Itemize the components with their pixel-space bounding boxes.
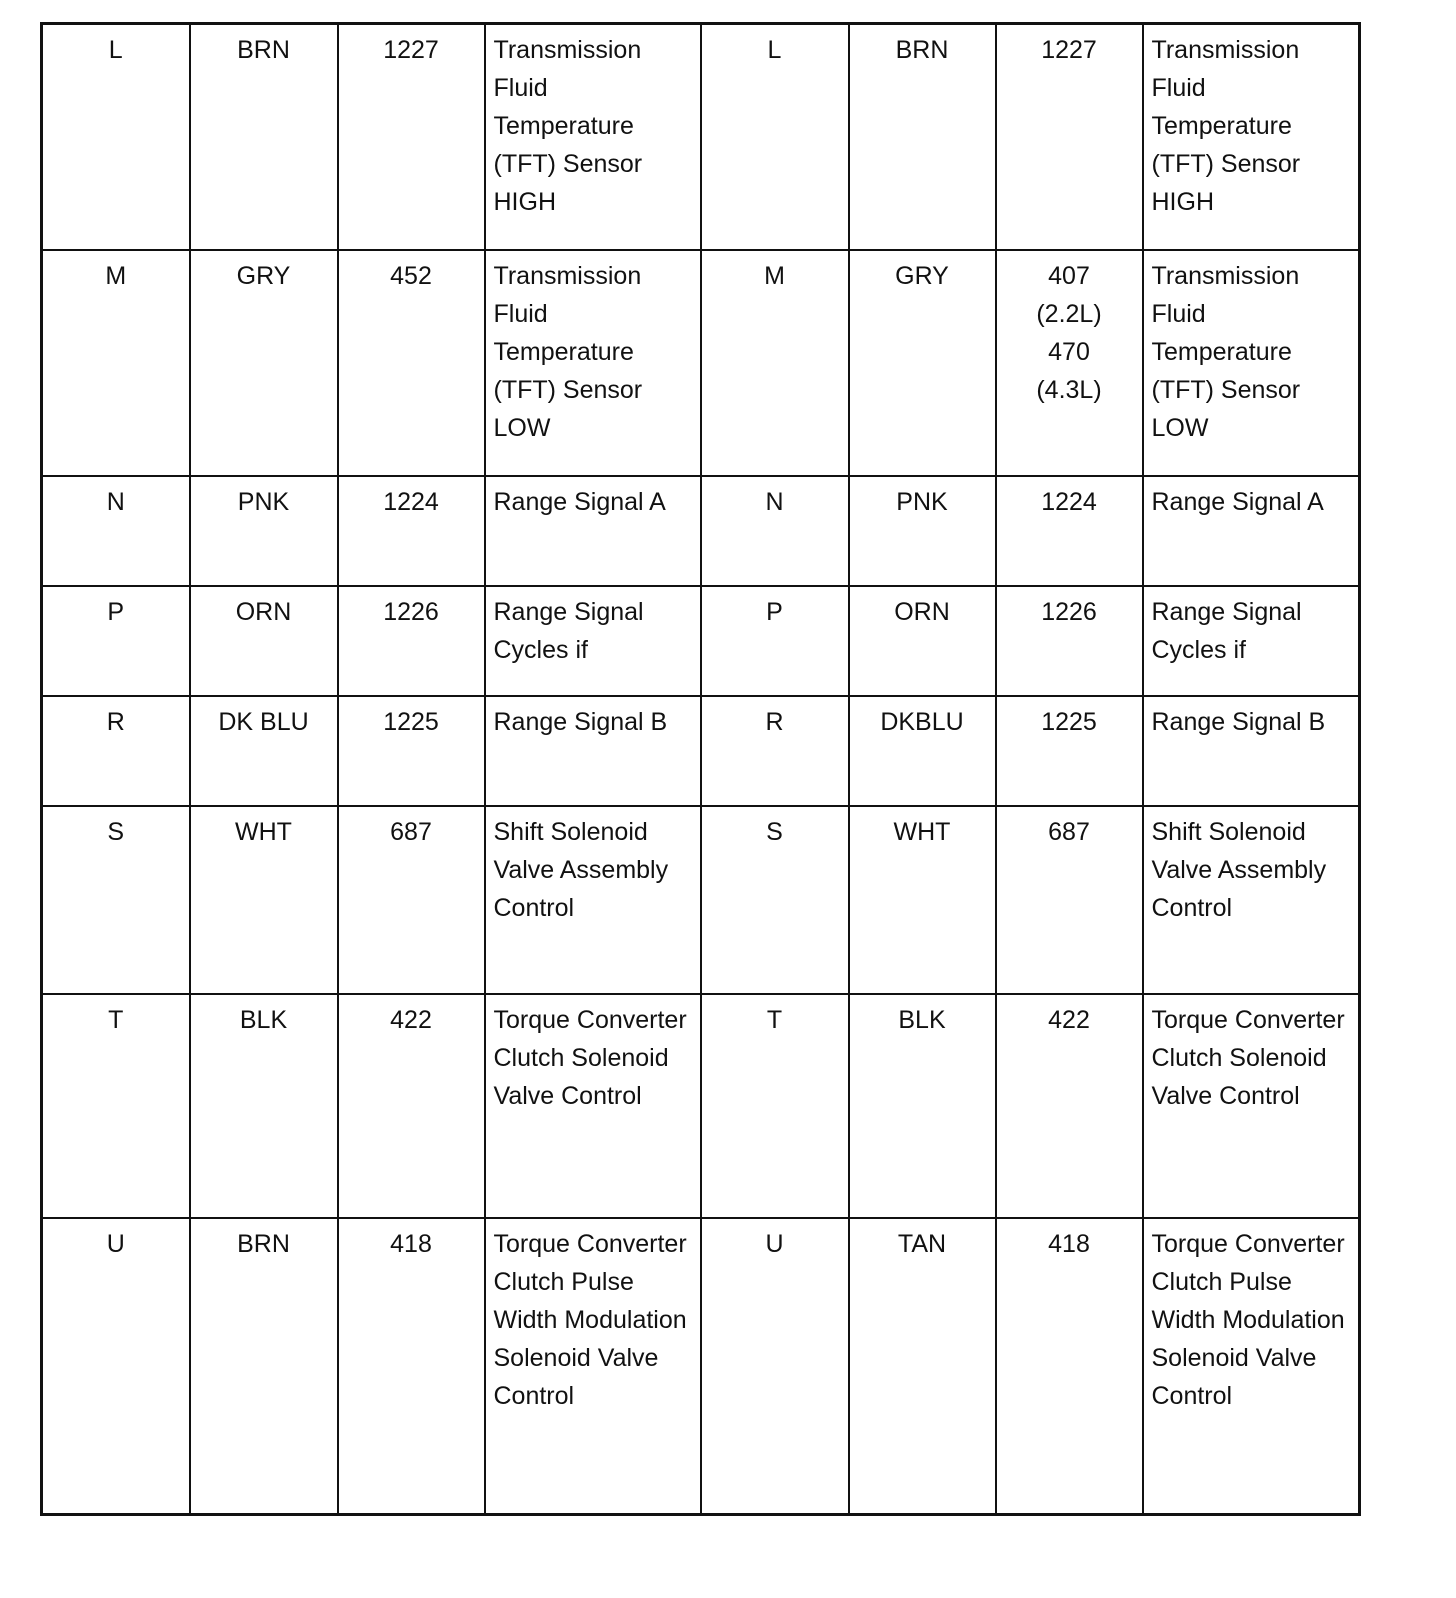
right-pin-cell: S — [701, 806, 849, 994]
table-row — [42, 806, 1360, 994]
right-pin-cell: U — [701, 1218, 849, 1515]
left-wire-color-cell: GRY — [190, 250, 338, 476]
right-circuit-cell — [996, 586, 1143, 696]
right-circuit-cell — [996, 476, 1143, 586]
circuit-line: 1227 — [1041, 36, 1097, 64]
right-pin-cell: P — [701, 586, 849, 696]
right-wire-color-cell: TAN — [849, 1218, 996, 1515]
circuit-line: 1224 — [383, 488, 439, 516]
left-circuit-cell — [338, 476, 485, 586]
right-function-cell: Range Signal B — [1143, 696, 1360, 806]
left-pin-cell: U — [42, 1218, 190, 1515]
circuit-line: 452 — [390, 262, 432, 290]
left-function-cell: Range Signal B — [485, 696, 701, 806]
right-function-cell: Transmission Fluid Temperature (TFT) Sensor LOW — [1143, 250, 1360, 476]
left-pin-cell: L — [42, 24, 190, 251]
right-wire-color-cell: BRN — [849, 24, 996, 251]
table-row — [42, 476, 1360, 586]
left-circuit-cell — [338, 1218, 485, 1515]
left-pin-cell: P — [42, 586, 190, 696]
right-circuit-cell — [996, 994, 1143, 1218]
right-circuit-cell — [996, 250, 1143, 476]
left-pin-cell: M — [42, 250, 190, 476]
right-pin-cell: T — [701, 994, 849, 1218]
table-row — [42, 250, 1360, 476]
left-function-cell: Torque Converter Clutch Solenoid Valve Control — [485, 994, 701, 1218]
circuit-line: 1226 — [1041, 598, 1097, 626]
circuit-line: 1227 — [383, 36, 439, 64]
left-wire-color-cell: BLK — [190, 994, 338, 1218]
right-function-cell: Range Signal Cycles if — [1143, 586, 1360, 696]
left-wire-color-cell: DK BLU — [190, 696, 338, 806]
right-circuit-cell — [996, 1218, 1143, 1515]
left-circuit-cell — [338, 586, 485, 696]
circuit-line: 418 — [1048, 1230, 1090, 1258]
right-function-cell: Torque Converter Clutch Pulse Width Modulation Solenoid Valve Control — [1143, 1218, 1360, 1515]
left-circuit-cell — [338, 24, 485, 251]
left-pin-cell: R — [42, 696, 190, 806]
right-function-cell: Torque Converter Clutch Solenoid Valve Control — [1143, 994, 1360, 1218]
table-row — [42, 1218, 1360, 1515]
right-function-cell: Shift Solenoid Valve Assembly Control — [1143, 806, 1360, 994]
left-function-cell: Range Signal Cycles if — [485, 586, 701, 696]
left-wire-color-cell: PNK — [190, 476, 338, 586]
circuit-line: 1226 — [383, 598, 439, 626]
right-wire-color-cell: DKBLU — [849, 696, 996, 806]
left-pin-cell: S — [42, 806, 190, 994]
left-pin-cell: N — [42, 476, 190, 586]
connector-pinout-table — [40, 22, 1361, 1516]
left-circuit-cell — [338, 696, 485, 806]
left-function-cell: Transmission Fluid Temperature (TFT) Sensor LOW — [485, 250, 701, 476]
left-function-cell: Shift Solenoid Valve Assembly Control — [485, 806, 701, 994]
circuit-line: 418 — [390, 1230, 432, 1258]
circuit-line: (4.3L) — [1036, 376, 1102, 404]
right-circuit-cell — [996, 696, 1143, 806]
circuit-line: 422 — [1048, 1006, 1090, 1034]
right-function-cell: Range Signal A — [1143, 476, 1360, 586]
right-pin-cell: L — [701, 24, 849, 251]
left-circuit-cell — [338, 250, 485, 476]
table-row — [42, 696, 1360, 806]
right-pin-cell: M — [701, 250, 849, 476]
circuit-line: 687 — [390, 818, 432, 846]
left-wire-color-cell: BRN — [190, 24, 338, 251]
circuit-line: 687 — [1048, 818, 1090, 846]
left-circuit-cell — [338, 994, 485, 1218]
right-circuit-cell — [996, 24, 1143, 251]
circuit-line: 1224 — [1041, 488, 1097, 516]
left-wire-color-cell: ORN — [190, 586, 338, 696]
left-function-cell: Torque Converter Clutch Pulse Width Modulation Solenoid Valve Control — [485, 1218, 701, 1515]
circuit-line: (2.2L) — [1036, 300, 1102, 328]
right-wire-color-cell: BLK — [849, 994, 996, 1218]
circuit-line: 1225 — [383, 708, 439, 736]
right-wire-color-cell: GRY — [849, 250, 996, 476]
right-wire-color-cell: PNK — [849, 476, 996, 586]
left-pin-cell: T — [42, 994, 190, 1218]
left-function-cell: Transmission Fluid Temperature (TFT) Sensor HIGH — [485, 24, 701, 251]
table-row — [42, 24, 1360, 251]
left-function-cell: Range Signal A — [485, 476, 701, 586]
table-row — [42, 586, 1360, 696]
circuit-line: 407 — [1048, 262, 1090, 290]
circuit-line: 422 — [390, 1006, 432, 1034]
left-circuit-cell — [338, 806, 485, 994]
right-pin-cell: R — [701, 696, 849, 806]
left-wire-color-cell: WHT — [190, 806, 338, 994]
right-wire-color-cell: ORN — [849, 586, 996, 696]
circuit-line: 470 — [1048, 338, 1090, 366]
right-pin-cell: N — [701, 476, 849, 586]
circuit-line: 1225 — [1041, 708, 1097, 736]
right-wire-color-cell: WHT — [849, 806, 996, 994]
right-circuit-cell — [996, 806, 1143, 994]
left-wire-color-cell: BRN — [190, 1218, 338, 1515]
table-row — [42, 994, 1360, 1218]
right-function-cell: Transmission Fluid Temperature (TFT) Sensor HIGH — [1143, 24, 1360, 251]
